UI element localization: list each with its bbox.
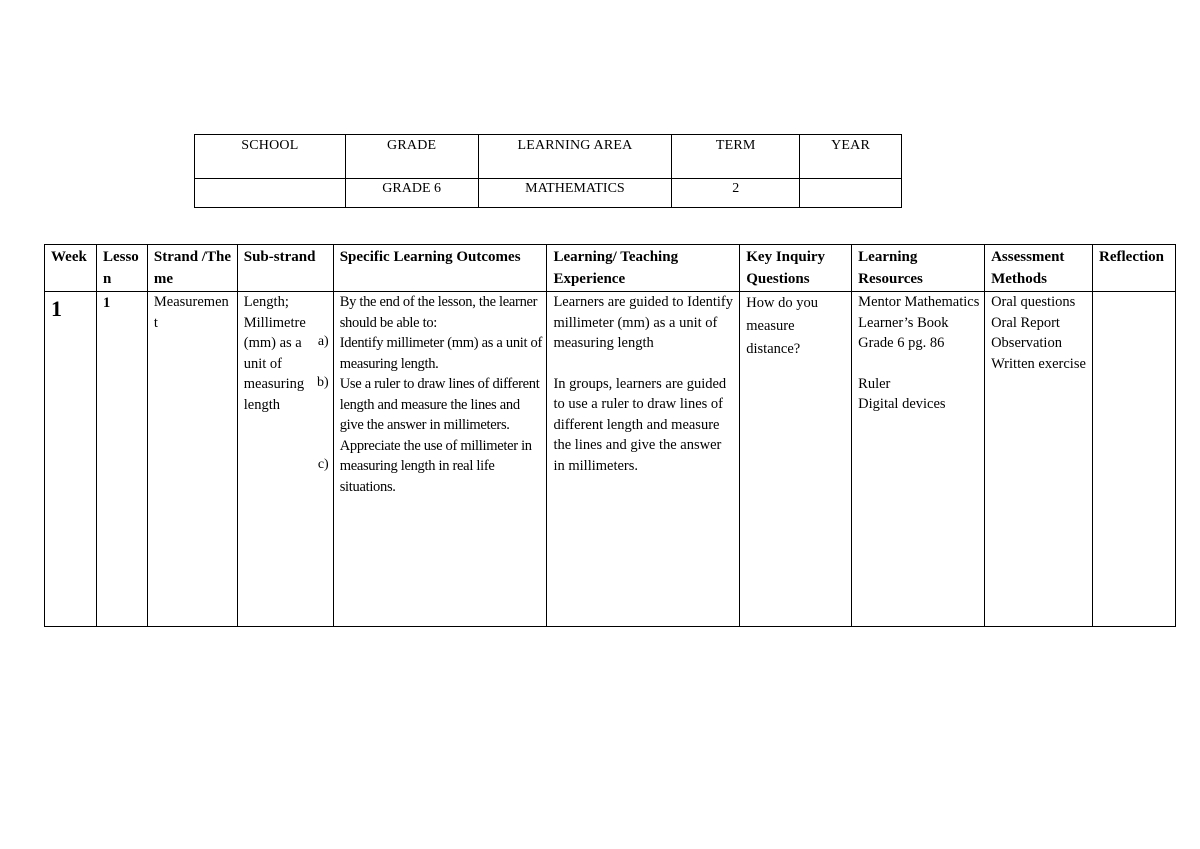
substrand-cell xyxy=(237,292,333,627)
col-experience: Learning/ Teaching Experience xyxy=(547,245,740,292)
header-school-label: SCHOOL xyxy=(195,135,346,179)
col-lesson: Lesson xyxy=(96,245,147,292)
outcome-a: Identify millimeter (mm) as a unit of measuring length. xyxy=(339,335,543,372)
col-strand: Strand /Theme xyxy=(147,245,237,292)
inquiry-text: How do you measure distance? xyxy=(746,295,818,357)
resource-2: Ruler xyxy=(858,375,891,392)
header-learning-area-label: LEARNING AREA xyxy=(478,135,672,179)
outcome-marker-c: c) xyxy=(317,457,329,472)
header-grade-value: GRADE 6 xyxy=(345,179,478,208)
col-week: Week xyxy=(45,245,97,292)
header-term-value: 2 xyxy=(672,179,800,208)
lesson-cell xyxy=(96,292,147,627)
experience-2: In groups, learners are guided to use a ruler to draw lines of different length and measure the lines and give the answer in millimeters. xyxy=(553,375,727,474)
reflection-cell xyxy=(1093,292,1176,627)
substrand-text: Length; Millimetre (mm) as a unit of measuring length xyxy=(243,294,306,413)
lesson-plan-table xyxy=(44,244,1176,627)
outcome-c: Appreciate the use of millimeter in measuring length in real life situations. xyxy=(339,437,532,495)
header-grade-label: GRADE xyxy=(345,135,478,179)
header-year-label: YEAR xyxy=(800,135,902,179)
experience-cell xyxy=(547,292,740,627)
col-reflection: Reflection xyxy=(1093,245,1176,292)
assessment-3: Observation xyxy=(991,335,1062,351)
lesson-row xyxy=(45,292,1176,627)
resources-cell xyxy=(852,292,985,627)
col-resources: Learning Resources xyxy=(852,245,985,292)
col-outcomes: Specific Learning Outcomes xyxy=(333,245,547,292)
header-school-value xyxy=(195,179,346,208)
inquiry-cell xyxy=(740,292,852,627)
lesson-number: 1 xyxy=(102,295,111,311)
assessment-2: Oral Report xyxy=(991,314,1060,331)
assessment-cell xyxy=(985,292,1093,627)
resource-1: Mentor Mathematics Learner’s Book Grade 6 pg. 86 xyxy=(858,294,980,351)
outcome-marker-a: a) xyxy=(317,334,329,349)
assessment-4: Written exercise xyxy=(991,355,1086,372)
strand-text: Measurement xyxy=(153,294,229,331)
header-table xyxy=(194,134,902,208)
col-inquiry: Key Inquiry Questions xyxy=(740,245,852,292)
outcomes-intro: By the end of the lesson, the learner should be able to: xyxy=(339,294,538,331)
outcome-b: Use a ruler to draw lines of different length and measure the lines and give the answer in millimeters. xyxy=(339,376,540,433)
header-values-row xyxy=(195,179,902,208)
outcomes-cell xyxy=(333,292,547,627)
week-cell xyxy=(45,292,97,627)
resource-3: Digital devices xyxy=(858,396,946,412)
outcome-marker-b: b) xyxy=(317,375,329,390)
header-year-value xyxy=(800,179,902,208)
col-substrand: Sub-strand xyxy=(237,245,333,292)
week-number: 1 xyxy=(51,296,62,321)
column-header-row xyxy=(45,245,1176,292)
header-row xyxy=(195,135,902,179)
header-learning-area-value: MATHEMATICS xyxy=(478,179,672,208)
col-assessment: Assessment Methods xyxy=(985,245,1093,292)
strand-cell xyxy=(147,292,237,627)
experience-1: Learners are guided to Identify millimeter (mm) as a unit of measuring length xyxy=(553,294,734,351)
header-term-label: TERM xyxy=(672,135,800,179)
assessment-1: Oral questions xyxy=(991,294,1076,310)
